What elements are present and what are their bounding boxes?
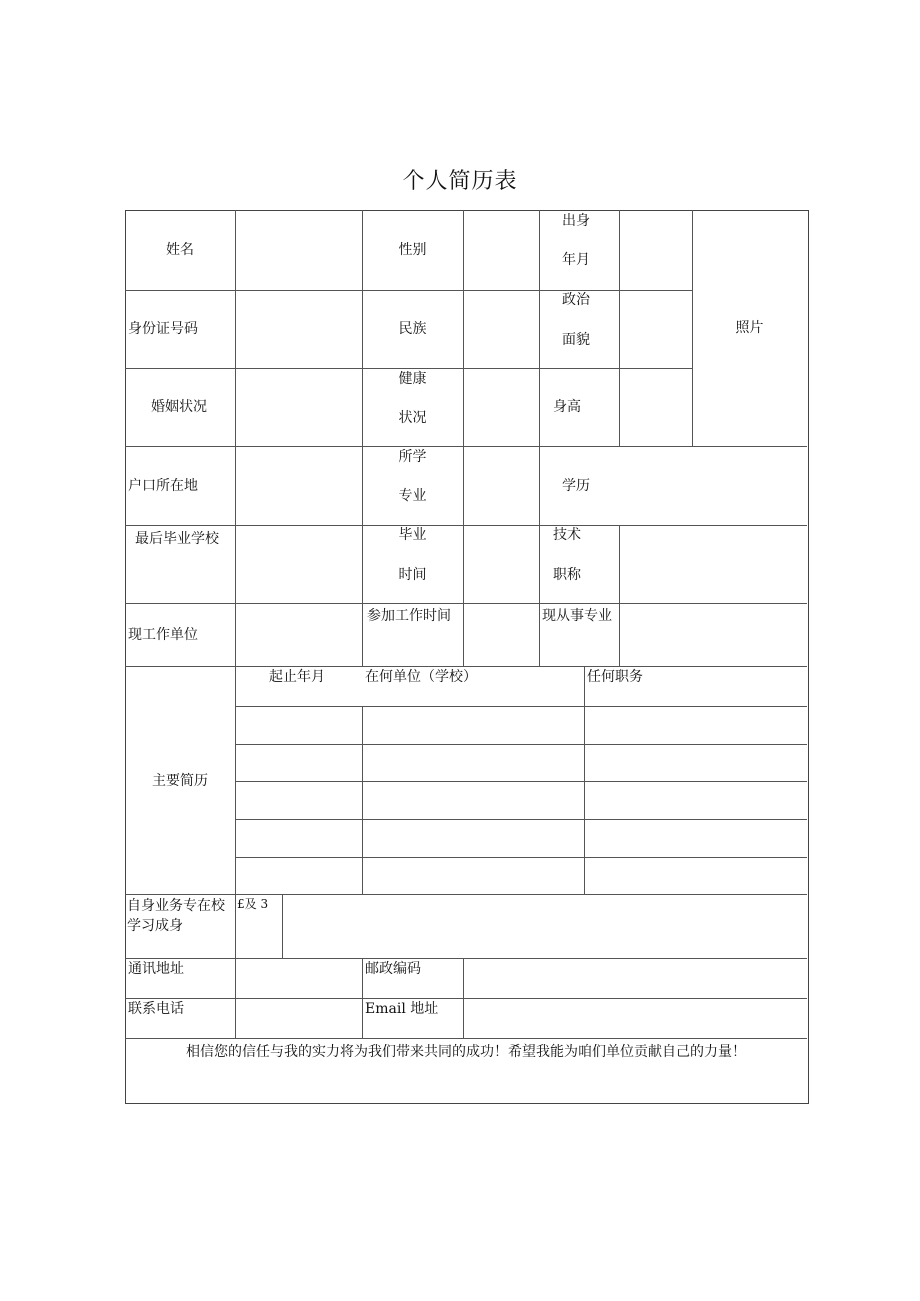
photo-label: 照片 [735, 320, 764, 336]
employer-label: 现工作单位 [128, 627, 198, 643]
email-label: Email 地址 [365, 1001, 439, 1017]
postcode-label: 邮政编码 [365, 961, 421, 977]
address-label: 通讯地址 [128, 961, 184, 977]
tech-title-label-line2: 职称 [553, 567, 581, 583]
work-start-label: 参加工作时间 [367, 608, 451, 624]
postcode-input-cell[interactable] [464, 959, 807, 998]
hukou-label: 户口所在地 [128, 478, 198, 494]
col-divider-e2 [619, 525, 620, 666]
gender-input-cell[interactable] [464, 211, 539, 290]
marital-label: 婚姻状况 [151, 399, 207, 415]
gender-label: 性别 [398, 242, 427, 258]
closing-statement: 相信您的信任与我的实力将为我们带来共同的成功！希望我能为咱们单位贡献自己的力量！ [186, 1044, 746, 1060]
resume-col-position: 任何职务 [587, 669, 643, 685]
self-description-input-cell[interactable] [283, 895, 807, 958]
resume-row-divider [235, 819, 807, 820]
col-divider-b [362, 210, 363, 666]
photo-area[interactable] [693, 211, 807, 446]
major-label-line2: 专业 [398, 488, 427, 504]
row-divider-5 [125, 603, 807, 604]
id-number-input-cell[interactable] [236, 291, 362, 368]
col-divider-b2 [362, 706, 363, 894]
height-label: 身高 [553, 399, 581, 415]
id-number-label: 身份证号码 [128, 321, 198, 337]
resume-label: 主要简历 [152, 773, 208, 789]
address-input-cell[interactable] [236, 959, 362, 998]
resume-col-unit: 在何单位（学校） [365, 669, 477, 685]
phone-label: 联系电话 [128, 1001, 184, 1017]
email-input-cell[interactable] [464, 999, 807, 1038]
education-label: 学历 [562, 478, 590, 494]
self-label-line1: 自身业务专在校 [127, 898, 225, 914]
last-school-label: 最后毕业学校 [135, 531, 219, 547]
row-divider-10 [125, 1038, 807, 1039]
name-label: 姓名 [166, 242, 194, 258]
col-divider-b3 [362, 958, 363, 1038]
row-divider-4 [125, 525, 807, 526]
tech-title-label-line1: 技术 [553, 527, 581, 543]
self-label-line2: 学习成身 [127, 918, 183, 934]
col-divider-d [539, 210, 540, 666]
political-label-line2: 面貌 [562, 332, 590, 348]
political-label-line1: 政治 [562, 292, 590, 308]
major-label-line1: 所学 [398, 449, 427, 465]
col-divider-resume [584, 666, 585, 894]
resume-row-divider [235, 857, 807, 858]
row-divider-6 [125, 666, 807, 667]
birth-label-line2: 年月 [562, 252, 590, 268]
resume-row-divider [235, 744, 807, 745]
ethnicity-label: 民族 [398, 321, 427, 337]
grad-time-label-line2: 时间 [398, 567, 427, 583]
name-input-cell[interactable] [236, 211, 362, 290]
health-label-line2: 状况 [398, 410, 427, 426]
grad-time-label-line1: 毕业 [398, 527, 427, 543]
phone-input-cell[interactable] [236, 999, 362, 1038]
birth-label-line1: 出身 [562, 213, 590, 229]
birth-input-cell[interactable] [620, 211, 692, 290]
current-major-label: 现从事专业 [542, 608, 612, 624]
self-mark: £及 3 [237, 897, 269, 911]
resume-col-period: 起止年月 [269, 669, 325, 685]
health-label-line1: 健康 [398, 371, 427, 387]
resume-row-divider [235, 781, 807, 782]
row-divider-3 [125, 446, 807, 447]
page-title: 个人简历表 [402, 169, 518, 194]
resume-row-divider [235, 706, 807, 707]
row-divider-2 [125, 368, 692, 369]
row-divider-1 [125, 290, 692, 291]
